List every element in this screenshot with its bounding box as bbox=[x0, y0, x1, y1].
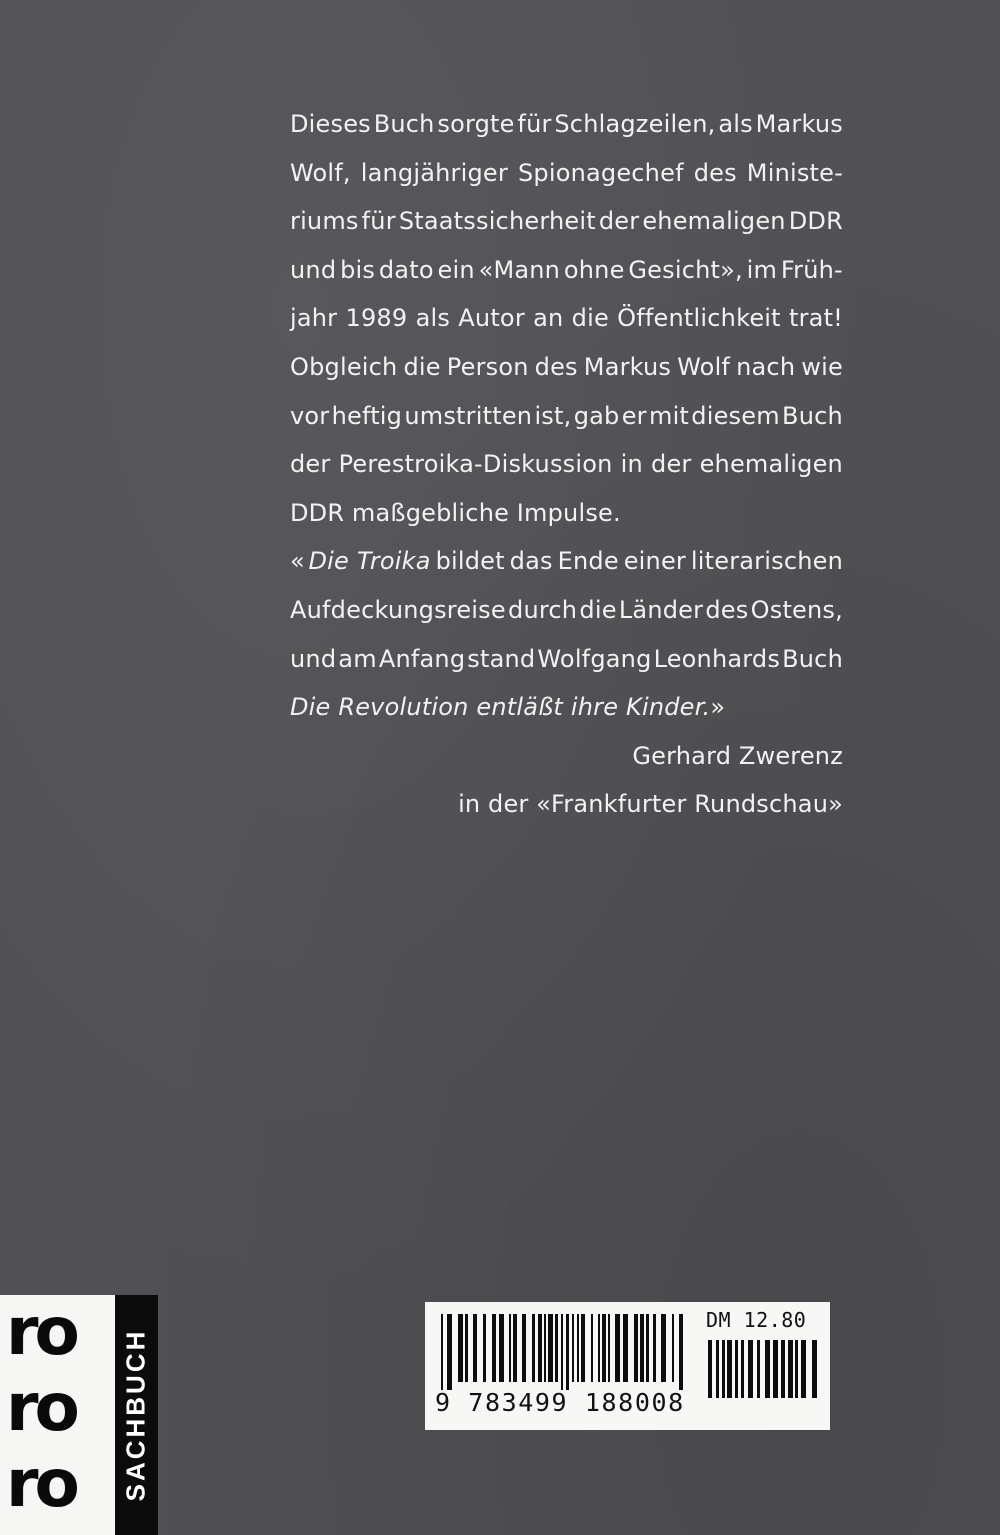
barcode-bar bbox=[509, 1314, 511, 1382]
blurb-word: jahr bbox=[290, 304, 338, 333]
barcode-addon-bar bbox=[781, 1340, 785, 1398]
blurb-line bbox=[290, 197, 843, 246]
barcode-addon-bar bbox=[773, 1340, 778, 1398]
blurb-word: «Mann bbox=[478, 255, 561, 284]
blurb-word: trat! bbox=[788, 304, 843, 333]
blurb-line bbox=[290, 294, 843, 343]
blurb-word: die bbox=[403, 352, 441, 381]
blurb-word: der bbox=[598, 207, 640, 236]
barcode-bar bbox=[458, 1314, 463, 1382]
blurb-word: und bbox=[290, 644, 337, 673]
blurb-word: 1989 bbox=[345, 304, 408, 333]
logo-ro-3: ro bbox=[6, 1445, 76, 1522]
blurb-word: Früh- bbox=[780, 255, 843, 284]
blurb-line bbox=[290, 149, 843, 198]
blurb-word: für bbox=[361, 207, 396, 236]
blurb-line bbox=[290, 537, 843, 586]
blurb-word: Die Troika bbox=[308, 547, 431, 576]
barcode-bar bbox=[672, 1314, 674, 1382]
blurb-word: er bbox=[621, 401, 647, 430]
barcode-bar bbox=[646, 1314, 649, 1382]
barcode-bar bbox=[548, 1314, 553, 1382]
blurb-word: Länder bbox=[618, 595, 704, 624]
blurb-word: « bbox=[290, 547, 305, 576]
barcode-bar bbox=[591, 1314, 593, 1382]
blurb-word: einer bbox=[623, 547, 686, 576]
blurb-word: wie bbox=[801, 352, 843, 381]
blurb-word: «Frankfurter bbox=[536, 790, 687, 819]
logo-white-panel bbox=[0, 1295, 115, 1535]
barcode-bar bbox=[581, 1314, 585, 1382]
blurb-word-group bbox=[290, 537, 431, 586]
blurb-word: Öffentlichkeit bbox=[617, 304, 781, 333]
barcode-bar bbox=[499, 1314, 504, 1382]
barcode-bar bbox=[522, 1314, 526, 1382]
logo-ro-2: ro bbox=[6, 1369, 76, 1446]
barcode-bar bbox=[465, 1314, 468, 1382]
blurb-line bbox=[290, 635, 843, 684]
barcode-bar bbox=[598, 1314, 600, 1382]
blurb-word: Rundschau» bbox=[694, 790, 843, 819]
blurb-line bbox=[290, 392, 843, 441]
barcode-bar bbox=[679, 1314, 683, 1390]
blurb-word: sorgte bbox=[437, 110, 515, 138]
isbn-digits: 9 783499 188008 bbox=[435, 1388, 685, 1417]
back-cover-blurb bbox=[290, 100, 843, 829]
blurb-word: Ostens, bbox=[750, 595, 843, 624]
blurb-word: Aufdeckungsreise bbox=[290, 595, 506, 624]
blurb-word: maßgebliche bbox=[351, 498, 510, 527]
blurb-word: mit bbox=[648, 401, 690, 430]
barcode-bar bbox=[661, 1314, 666, 1382]
blurb-word: Gerhard bbox=[632, 741, 732, 770]
blurb-word: und bbox=[290, 255, 337, 284]
barcode-addon-bar bbox=[727, 1340, 732, 1398]
blurb-word: der bbox=[290, 450, 331, 479]
blurb-line bbox=[290, 732, 843, 781]
blurb-word: riums bbox=[290, 207, 359, 236]
barcode-bar bbox=[513, 1314, 517, 1382]
blurb-line bbox=[290, 440, 843, 489]
blurb-word: heftig bbox=[331, 401, 403, 430]
blurb-word: in bbox=[620, 450, 643, 479]
blurb-word: Person bbox=[446, 352, 529, 381]
blurb-word: DDR bbox=[788, 207, 843, 236]
blurb-word: Impulse. bbox=[516, 498, 621, 527]
barcode-addon-bar bbox=[735, 1340, 738, 1398]
blurb-word: dato bbox=[378, 255, 434, 284]
blurb-word: Zwerenz bbox=[738, 741, 843, 770]
blurb-word: Die Revolution entläßt ihre Kinder. bbox=[290, 693, 711, 722]
barcode-bar bbox=[640, 1314, 644, 1382]
blurb-word: langjähriger bbox=[360, 158, 508, 187]
blurb-word: Buch bbox=[782, 644, 843, 673]
barcode-addon-bar bbox=[708, 1340, 712, 1398]
barcode-addon-bar bbox=[757, 1340, 760, 1398]
imprint-label: SACHBUCH bbox=[120, 1328, 151, 1502]
barcode-bar bbox=[623, 1314, 628, 1382]
blurb-word: das bbox=[509, 547, 553, 576]
blurb-word: Staatssicherheit bbox=[398, 207, 596, 236]
blurb-word: Wolfgang bbox=[537, 644, 652, 673]
blurb-line bbox=[290, 489, 843, 538]
blurb-word: als bbox=[718, 110, 753, 138]
blurb-word: des bbox=[693, 158, 737, 187]
blurb-word: ist, bbox=[534, 401, 572, 430]
barcode-addon-bar bbox=[748, 1340, 753, 1398]
barcode-addon-bar bbox=[765, 1340, 770, 1398]
blurb-line bbox=[290, 100, 843, 149]
barcode-bar bbox=[441, 1314, 443, 1390]
barcode-bar bbox=[561, 1314, 563, 1390]
blurb-word: Gesicht», bbox=[628, 255, 743, 284]
blurb-word: gab bbox=[573, 401, 620, 430]
barcode-bar bbox=[577, 1314, 579, 1382]
barcode-label bbox=[425, 1302, 830, 1430]
blurb-word: Wolf bbox=[677, 352, 731, 381]
blurb-word: Buch bbox=[782, 401, 843, 430]
blurb-line bbox=[290, 246, 843, 295]
blurb-word: vor bbox=[290, 401, 330, 430]
barcode-bar bbox=[634, 1314, 638, 1382]
blurb-word: ehemaligen bbox=[642, 207, 786, 236]
barcode-addon-bar bbox=[812, 1340, 817, 1398]
barcode-bar bbox=[447, 1314, 452, 1390]
blurb-word: des bbox=[705, 595, 749, 624]
blurb-word: am bbox=[338, 644, 377, 673]
barcode-addon-bar bbox=[795, 1340, 798, 1398]
barcode-bar bbox=[483, 1314, 486, 1382]
barcode-addon-bar bbox=[801, 1340, 806, 1398]
blurb-word: Markus bbox=[755, 110, 843, 138]
blurb-word: Autor bbox=[458, 304, 525, 333]
barcode-bar bbox=[473, 1314, 477, 1382]
barcode-bar bbox=[608, 1314, 610, 1382]
blurb-word: umstritten bbox=[404, 401, 533, 430]
blurb-word: im bbox=[746, 255, 778, 284]
price-label: DM 12.80 bbox=[706, 1308, 807, 1332]
blurb-word: des bbox=[534, 352, 578, 381]
blurb-word: DDR bbox=[290, 498, 345, 527]
blurb-word: für bbox=[517, 110, 552, 138]
blurb-word: in bbox=[458, 790, 481, 819]
blurb-line bbox=[290, 683, 843, 732]
barcode-addon-bar bbox=[741, 1340, 744, 1398]
barcode-addon-bar bbox=[722, 1340, 725, 1398]
blurb-word: stand bbox=[467, 644, 536, 673]
blurb-word: bildet bbox=[435, 547, 505, 576]
blurb-word: Obgleich bbox=[290, 352, 398, 381]
blurb-word: die bbox=[579, 595, 617, 624]
barcode-bar bbox=[566, 1314, 569, 1390]
blurb-word: durch bbox=[508, 595, 578, 624]
barcode-addon-bar bbox=[716, 1340, 719, 1398]
barcode-bar bbox=[602, 1314, 606, 1382]
barcode-bar bbox=[615, 1314, 620, 1382]
barcode-bar bbox=[538, 1314, 542, 1382]
logo-ro-1: ro bbox=[6, 1293, 76, 1370]
blurb-word: als bbox=[415, 304, 451, 333]
barcode-bar bbox=[544, 1314, 546, 1382]
barcode-addon-bar bbox=[788, 1340, 793, 1398]
blurb-word: » bbox=[710, 693, 726, 722]
blurb-word: Anfang bbox=[378, 644, 466, 673]
blurb-word: Ende bbox=[557, 547, 619, 576]
blurb-word: ohne bbox=[563, 255, 625, 284]
barcode-bar bbox=[492, 1314, 496, 1382]
blurb-word: bis bbox=[340, 255, 376, 284]
barcode-bar bbox=[555, 1314, 558, 1382]
blurb-word: Schlagzeilen, bbox=[554, 110, 716, 138]
blurb-word: der bbox=[488, 790, 529, 819]
blurb-word: der bbox=[651, 450, 692, 479]
blurb-word: Spionagechef bbox=[517, 158, 684, 187]
blurb-word: Wolf, bbox=[290, 158, 351, 187]
blurb-word: Buch bbox=[373, 110, 435, 138]
blurb-word: Perestroika-Diskussion bbox=[338, 450, 613, 479]
blurb-word: Leonhards bbox=[653, 644, 781, 673]
blurb-word: Markus bbox=[583, 352, 672, 381]
blurb-line bbox=[290, 586, 843, 635]
blurb-line bbox=[290, 780, 843, 829]
blurb-word: nach bbox=[736, 352, 796, 381]
blurb-word: Dieses bbox=[290, 110, 371, 138]
barcode-bar bbox=[532, 1314, 535, 1382]
blurb-word: ehemaligen bbox=[699, 450, 843, 479]
rororo-logo bbox=[0, 1295, 158, 1535]
barcode-bar bbox=[653, 1314, 656, 1382]
blurb-line bbox=[290, 343, 843, 392]
blurb-word: ein bbox=[437, 255, 475, 284]
blurb-word: die bbox=[571, 304, 609, 333]
blurb-word: an bbox=[533, 304, 564, 333]
blurb-word: literarischen bbox=[690, 547, 843, 576]
blurb-word: diesem bbox=[691, 401, 780, 430]
blurb-word: Ministe- bbox=[746, 158, 843, 187]
barcode-bar bbox=[572, 1314, 574, 1382]
